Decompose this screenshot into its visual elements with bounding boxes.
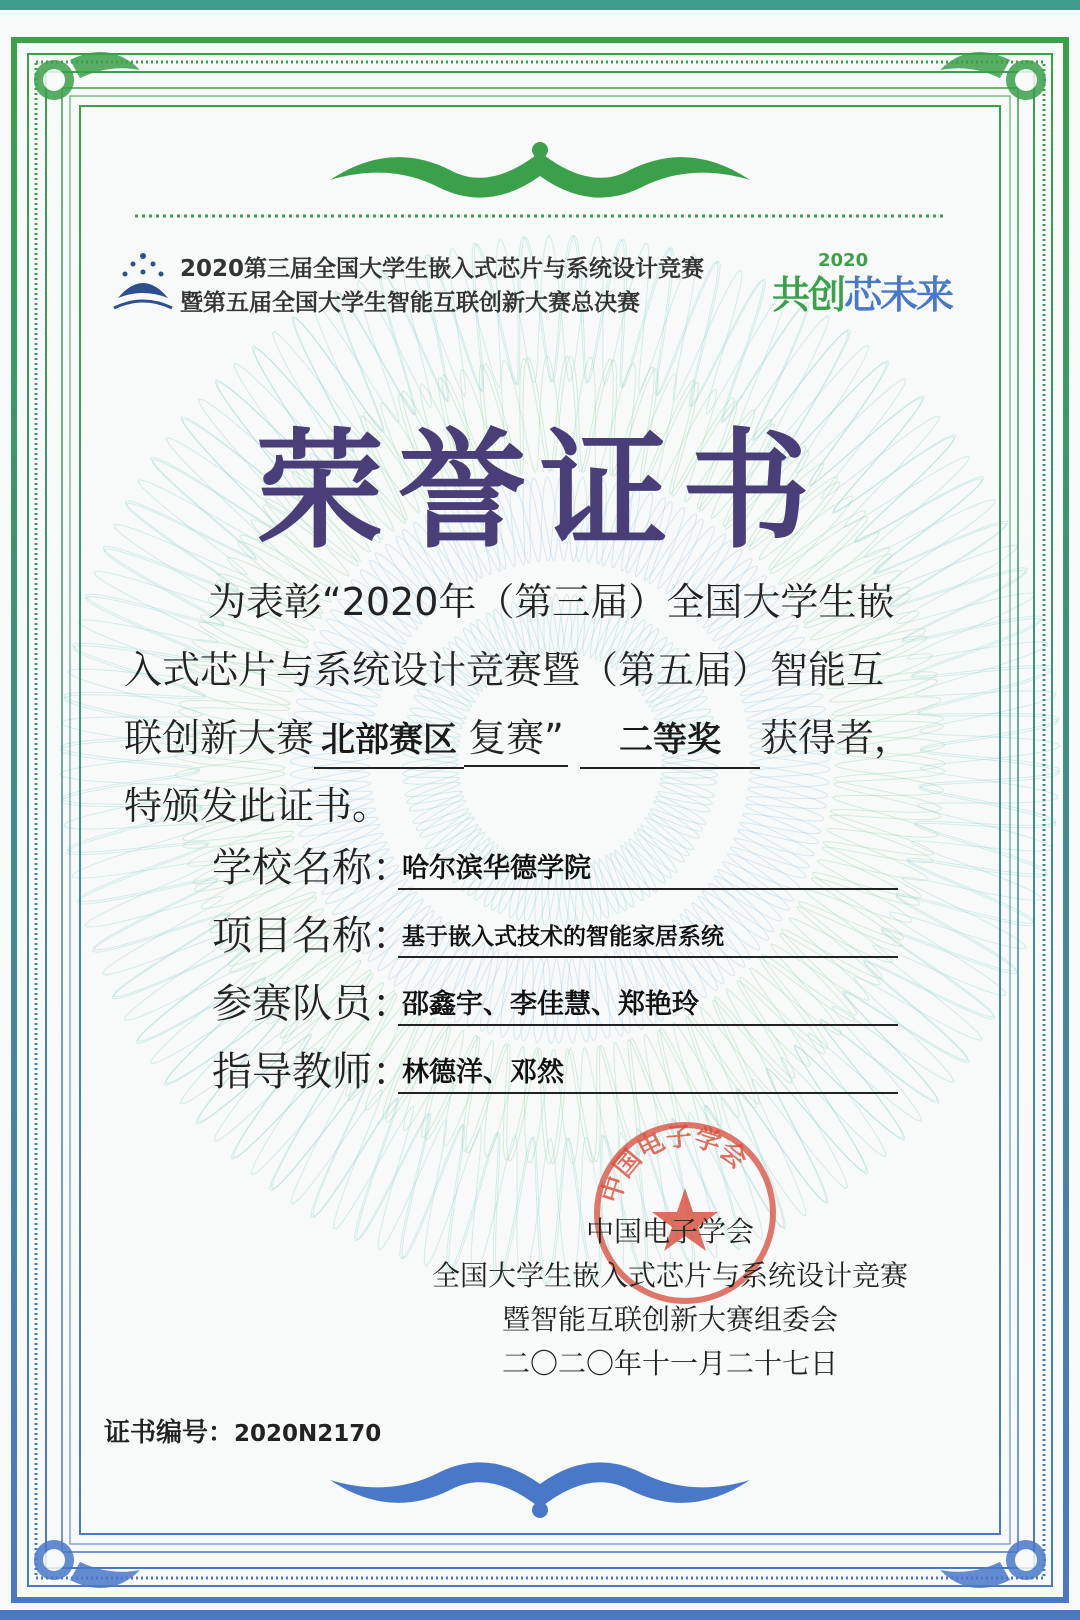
school-name-label: 学校名称： xyxy=(212,845,412,891)
project-name-row xyxy=(212,904,912,966)
certificate-number xyxy=(104,1412,381,1449)
issuer-line-3: 暨智能互联创新大赛组委会 xyxy=(501,1303,838,1336)
top-scroll-ornament xyxy=(330,142,750,198)
stage-field: 复赛” xyxy=(464,711,568,767)
header-line-2: 暨第五届全国大学生智能互联创新大赛总决赛 xyxy=(180,290,640,316)
citation-text xyxy=(124,568,984,840)
team-members-row xyxy=(212,972,912,1034)
brand-text: 共创芯未来 xyxy=(772,273,953,317)
citation-line-4: 特颁发此证书。 xyxy=(124,784,391,828)
project-name-label: 项目名称： xyxy=(212,913,412,959)
citation-line-1: 为表彰“2020年（第三届）全国大学生嵌 xyxy=(208,580,895,624)
award-field: 二等奖 xyxy=(580,713,760,769)
school-name-underline xyxy=(398,888,898,890)
competition-header xyxy=(180,252,740,320)
issuer-block xyxy=(400,1210,940,1386)
certificate-number-label: 证书编号： xyxy=(104,1418,235,1448)
team-members-underline xyxy=(398,1024,898,1026)
corner-ornament-bottom-right xyxy=(940,1540,1046,1588)
certificate-title: 荣誉证书 xyxy=(255,416,824,566)
competition-logo-icon xyxy=(108,248,178,318)
school-name-value: 哈尔滨华德学院 xyxy=(402,853,591,884)
citation-line-3: 联创新大赛 北部赛区 复赛” 二等奖 获得者， xyxy=(124,704,984,772)
certificate-number-value: 2020N2170 xyxy=(234,1421,382,1447)
issue-date: 二〇二〇年十一月二十七日 xyxy=(501,1347,838,1380)
bottom-edge-strip xyxy=(0,1610,1080,1620)
project-name-value: 基于嵌入式技术的智能家居系统 xyxy=(402,923,724,950)
advisors-underline xyxy=(398,1092,898,1094)
issuer-line-2: 全国大学生嵌入式芯片与系统设计竞赛 xyxy=(431,1259,908,1292)
advisors-value: 林德洋、邓然 xyxy=(402,1057,564,1088)
header-line-1: 2020第三届全国大学生嵌入式芯片与系统设计竞赛 xyxy=(180,256,705,282)
svg-text:中国电子学会: 中国电子学会 xyxy=(596,1121,753,1207)
issuer-line-1: 中国电子学会 xyxy=(585,1215,754,1248)
advisors-label: 指导教师： xyxy=(212,1049,412,1095)
brand-year: 2020 xyxy=(818,250,869,271)
corner-ornament-top-right xyxy=(940,52,1046,100)
citation-line-2: 入式芯片与系统设计竞赛暨（第五届）智能互 xyxy=(124,648,885,692)
project-name-underline xyxy=(398,956,898,958)
team-members-label: 参赛队员： xyxy=(212,981,412,1027)
school-name-row xyxy=(212,836,912,898)
brand-slogan-logo xyxy=(772,250,972,320)
corner-ornament-bottom-left xyxy=(34,1540,140,1588)
bottom-scroll-ornament xyxy=(330,1462,750,1518)
team-members-value: 邵鑫宇、李佳慧、郑艳玲 xyxy=(402,989,699,1020)
advisors-row xyxy=(212,1040,912,1102)
corner-ornament-top-left xyxy=(34,52,140,100)
region-field: 北部赛区 xyxy=(314,713,464,769)
